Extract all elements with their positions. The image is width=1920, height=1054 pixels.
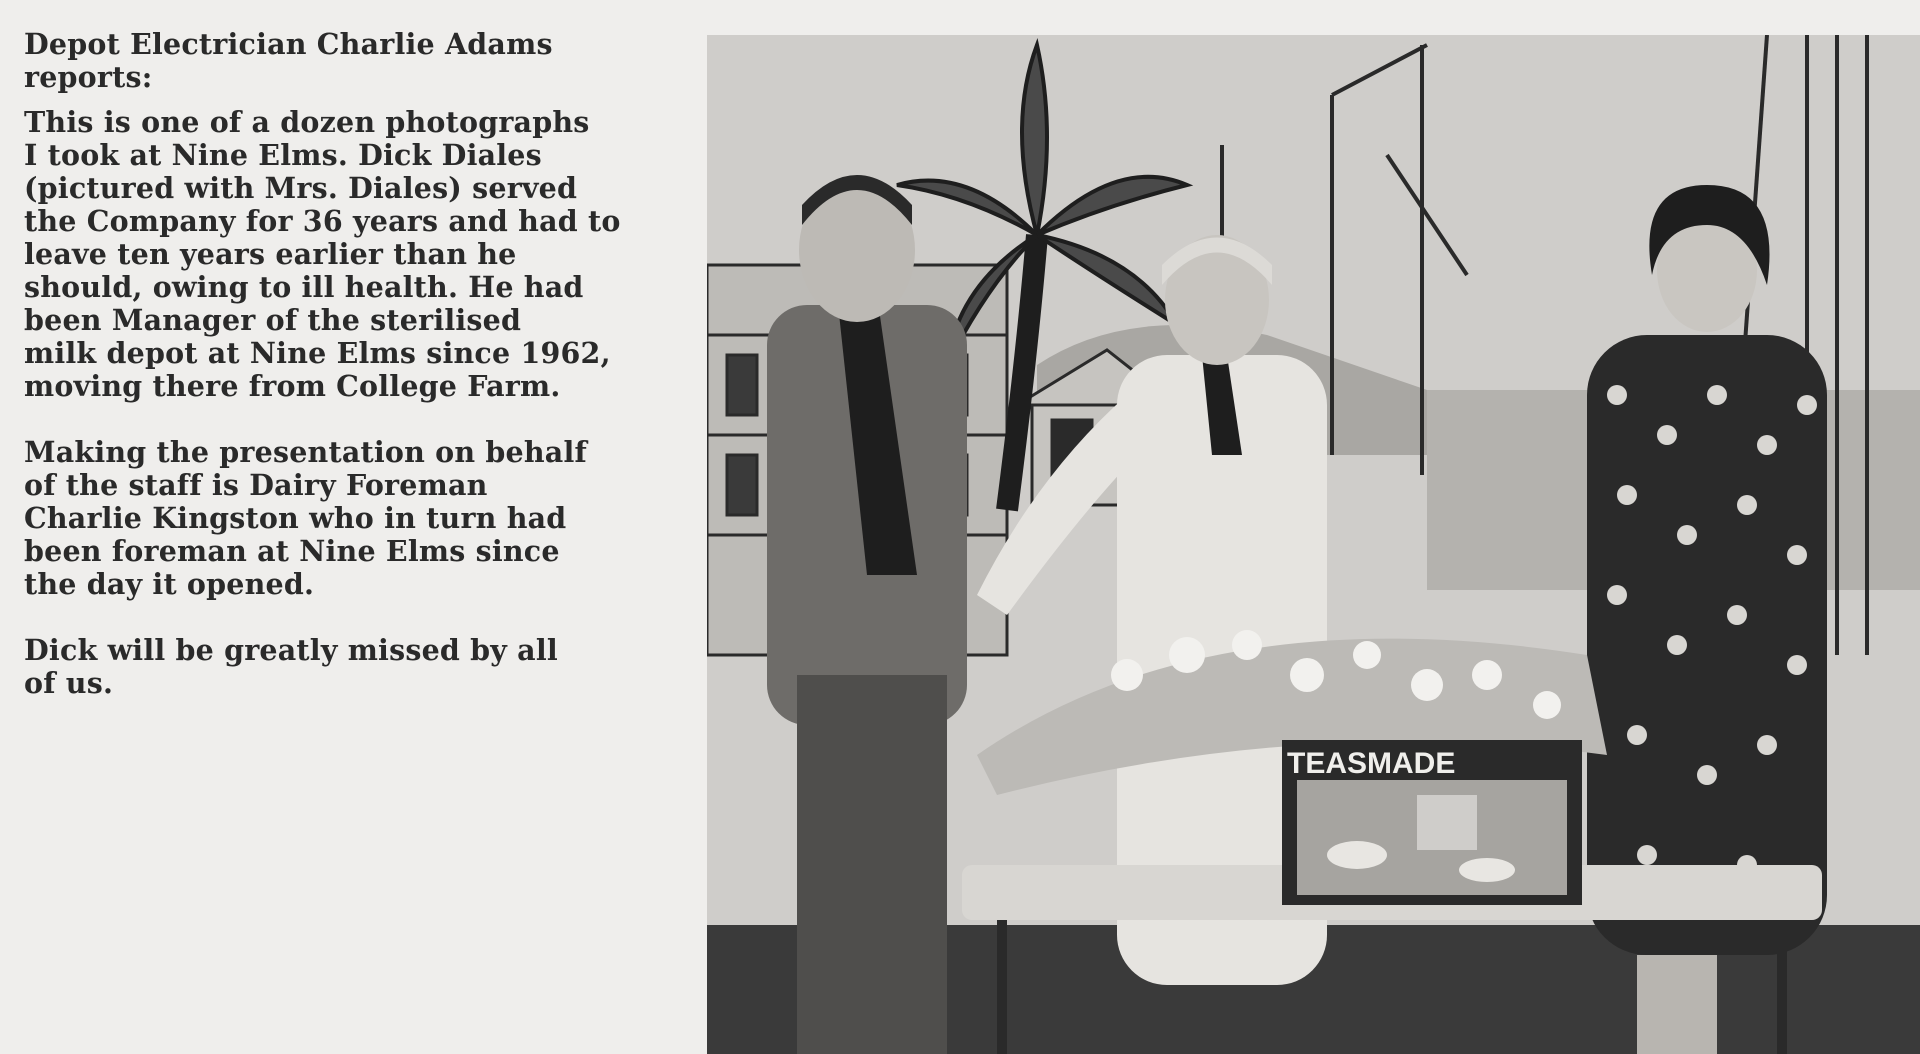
paragraph-line: of the staff is Dairy Foreman [24,468,488,502]
presentation-photo-drawing [707,35,1920,1054]
article-paragraph-1 [24,106,684,403]
paragraph-line: leave ten years earlier than he [24,237,517,271]
man-in-suit [767,175,967,1054]
paragraph-line: Charlie Kingston who in turn had [24,501,567,535]
paragraph-line: been Manager of the sterilised [24,303,522,337]
paragraph-line: (pictured with Mrs. Diales) served [24,171,578,205]
paragraph-line: milk depot at Nine Elms since 1962, [24,336,611,370]
article-paragraph-2 [24,436,684,601]
paragraph-line: the Company for 36 years and had to [24,204,621,238]
article-text [24,28,684,700]
paragraph-line: should, owing to ill health. He had [24,270,584,304]
byline-line-1: Depot Electrician Charlie Adams [24,27,553,61]
paragraph-line: Making the presentation on behalf [24,435,587,469]
article-byline [24,28,684,94]
paragraph-line: I took at Nine Elms. Dick Diales [24,138,542,172]
paragraph-line: Dick will be greatly missed by all [24,633,558,667]
presentation-photo [707,35,1920,1054]
paragraph-line: of us. [24,666,114,700]
teasmade-box [1282,740,1582,905]
paragraph-line: the day it opened. [24,567,315,601]
byline-line-2: reports: [24,60,153,94]
article-paragraph-3 [24,634,684,700]
paragraph-line: moving there from College Farm. [24,369,561,403]
paragraph-line: been foreman at Nine Elms since [24,534,560,568]
paragraph-line: This is one of a dozen photographs [24,105,590,139]
teasmade-box-label: TEASMADE [1287,747,1456,780]
